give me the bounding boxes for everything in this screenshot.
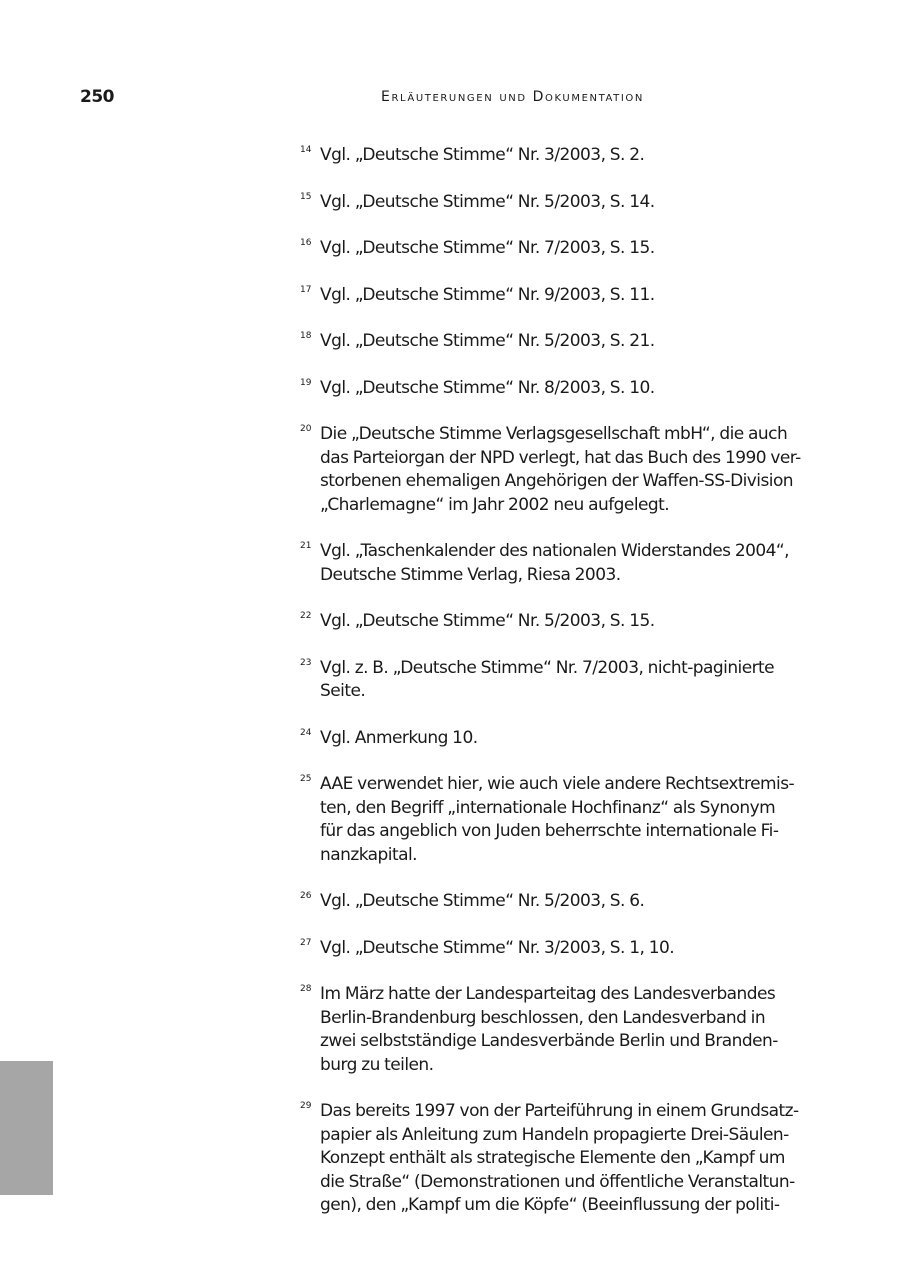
- footnote-item: [300, 657, 820, 704]
- footnote-line: nanzkapital.: [320, 844, 417, 865]
- footnote-line: für das angeblich von Juden beherrschte internationale Fi-: [320, 821, 779, 841]
- footnote-line: AAE verwendet hier, wie auch viele andere Rechtsextremis-: [320, 774, 795, 794]
- footnote-number: 28: [300, 984, 312, 994]
- side-tab-marker: [0, 1061, 53, 1195]
- footnote-number: 15: [300, 191, 312, 202]
- footnote-line: Vgl. „Deutsche Stimme“ Nr. 5/2003, S. 6.: [320, 891, 645, 911]
- footnote-line: Vgl. „Taschenkalender des nationalen Widerstandes 2004“,: [320, 541, 790, 561]
- footnote-line: Die „Deutsche Stimme Verlagsgesellschaft mbH“, die auch: [320, 424, 788, 444]
- footnote-list: [300, 144, 820, 1241]
- footnote-line: Vgl. „Deutsche Stimme“ Nr. 5/2003, S. 15.: [320, 611, 655, 631]
- footnote-item: [300, 983, 820, 1077]
- footnote-line: Vgl. z. B. „Deutsche Stimme“ Nr. 7/2003, nicht-paginierte: [320, 657, 775, 678]
- footnote-item: [300, 284, 820, 308]
- footnote-line: storbenen ehemaligen Angehörigen der Waffen-SS-Division: [320, 471, 794, 491]
- footnote-line: Konzept enthält als strategische Elemente den „Kampf um: [320, 1148, 785, 1168]
- running-head: Erläuterungen und Dokumentation: [381, 89, 644, 105]
- footnote-line: Berlin-Brandenburg beschlossen, den Landesverband in: [320, 1007, 766, 1028]
- footnote-item: [300, 237, 820, 261]
- footnote-number: 18: [300, 331, 312, 341]
- footnote-line: Seite.: [320, 681, 366, 701]
- footnote-item: [300, 937, 820, 961]
- footnote-number: 26: [300, 891, 312, 901]
- footnote-item: [300, 330, 820, 354]
- footnote-line: „Charlemagne“ im Jahr 2002 neu aufgelegt.: [320, 494, 670, 515]
- footnote-item: [300, 727, 820, 751]
- page-number: 250: [80, 87, 114, 107]
- footnote-line: Vgl. „Deutsche Stimme“ Nr. 3/2003, S. 2.: [320, 145, 645, 165]
- footnote-number: 20: [300, 424, 312, 434]
- footnote-line: Vgl. „Deutsche Stimme“ Nr. 5/2003, S. 21.: [320, 331, 655, 351]
- footnote-line: Vgl. „Deutsche Stimme“ Nr. 3/2003, S. 1, 10.: [320, 937, 675, 958]
- footnote-number: 27: [300, 937, 312, 948]
- footnote-number: 23: [300, 657, 312, 668]
- footnote-line: Vgl. Anmerkung 10.: [320, 727, 478, 748]
- footnote-number: 29: [300, 1101, 312, 1111]
- footnote-line: Das bereits 1997 von der Parteiführung in einem Grundsatz-: [320, 1101, 799, 1121]
- footnote-number: 17: [300, 284, 312, 295]
- footnote-item: [300, 1100, 820, 1218]
- footnote-number: 21: [300, 541, 312, 551]
- footnote-line: Vgl. „Deutsche Stimme“ Nr. 8/2003, S. 10.: [320, 377, 655, 398]
- footnote-number: 14: [300, 145, 312, 155]
- footnote-line: Vgl. „Deutsche Stimme“ Nr. 9/2003, S. 11.: [320, 284, 655, 305]
- footnote-item: [300, 423, 820, 517]
- footnote-item: [300, 540, 820, 587]
- footnote-item: [300, 191, 820, 215]
- footnote-line: zwei selbstständige Landesverbände Berlin und Branden-: [320, 1031, 778, 1051]
- footnote-number: 19: [300, 377, 312, 388]
- footnote-item: [300, 773, 820, 867]
- footnote-line: Im März hatte der Landesparteitag des Landesverbandes: [320, 984, 776, 1004]
- footnote-number: 22: [300, 611, 312, 621]
- footnote-line: die Straße“ (Demonstrationen und öffentliche Veranstaltun-: [320, 1171, 795, 1192]
- footnote-line: papier als Anleitung zum Handeln propagierte Drei-Säulen-: [320, 1124, 789, 1145]
- footnote-number: 16: [300, 238, 312, 248]
- footnote-item: [300, 377, 820, 401]
- footnote-item: [300, 144, 820, 168]
- footnote-number: 24: [300, 727, 312, 738]
- footnote-line: burg zu teilen.: [320, 1054, 434, 1075]
- footnote-line: das Parteiorgan der NPD verlegt, hat das Buch des 1990 ver-: [320, 447, 801, 468]
- footnote-line: Deutsche Stimme Verlag, Riesa 2003.: [320, 564, 621, 585]
- footnote-number: 25: [300, 774, 312, 784]
- footnote-item: [300, 890, 820, 914]
- footnote-line: Vgl. „Deutsche Stimme“ Nr. 7/2003, S. 15.: [320, 238, 655, 258]
- footnote-item: [300, 610, 820, 634]
- footnote-line: Vgl. „Deutsche Stimme“ Nr. 5/2003, S. 14.: [320, 191, 655, 212]
- footnote-line: ten, den Begriff „internationale Hochfinanz“ als Synonym: [320, 797, 776, 818]
- footnote-line: gen), den „Kampf um die Köpfe“ (Beeinflussung der politi-: [320, 1195, 780, 1215]
